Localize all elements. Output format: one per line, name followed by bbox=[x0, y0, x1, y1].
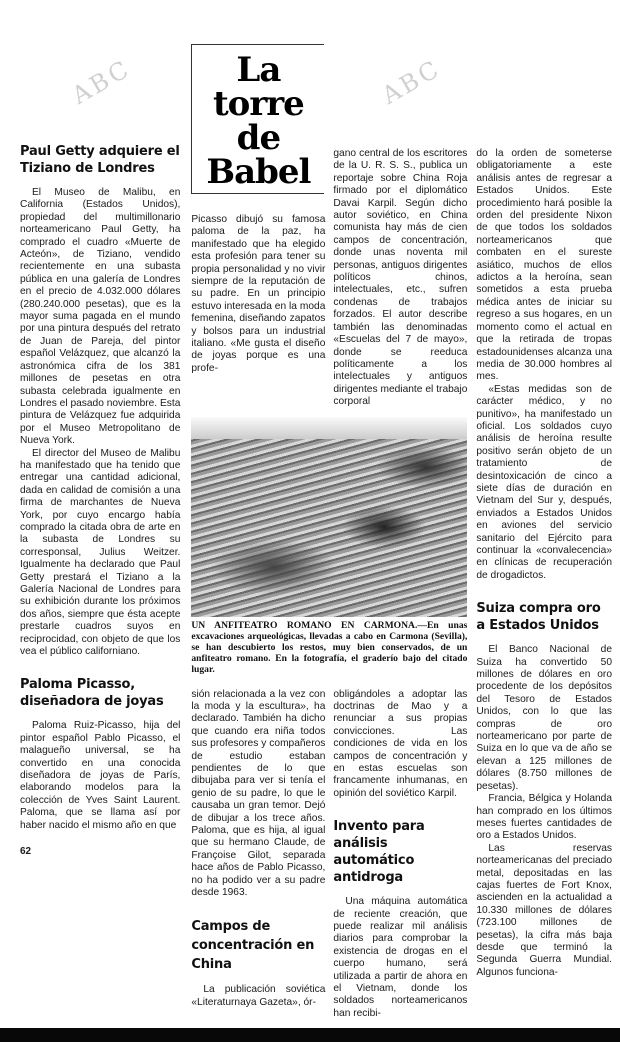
article-body-suiza bbox=[476, 644, 612, 979]
article-body-antidroga-cont bbox=[476, 148, 612, 582]
paragraph: El director del Museo de Malibu ha manifestado que ha tenido que entregar una cantidad adicional, dada en calidad de comisión a una firma de marchantes de Nueva York, por cuyo encargo había comprado la citada obra de arte en la subasta de Londres su corresponsal, Julius Weitzer. Igualmente ha declarado que Paul Getty prestará el Tiziano a la Galería Nacional de Londres para su exhibición durante los próximos dos años, siempre que ésta acepte prestarle cuadros suyos en reciprocidad, con objeto de que los vea el público californiano. bbox=[20, 447, 181, 658]
paragraph: Las reservas norteamericanas del preciado metal, depositadas en las cajas fuertes de Fort Knox, ascienden en la actualidad a 10.330 millones de dólares (723.100 millones de pesetas), la cifra más baja desde que terminó la Segunda Guerra Mundial. Algunos funciona- bbox=[476, 842, 612, 978]
column-3-bottom bbox=[333, 689, 467, 1021]
paragraph: do la orden de someterse obligatoriamente a este análisis antes de regresar a Estados Unidos. Este procedimiento hará posible la orden del presidente Nixon de que todos los soldados norteamericanos que combaten en el sureste asiático, muchos de ellos adictos a la heroína, sean sometidos a esta prueba médica antes de iniciar su regreso a sus hogares, en un momento como el actual en que la retirada de tropas estadounidenses alcanza una media de 30.000 hombres al mes. bbox=[476, 148, 612, 383]
article-heading-suiza: Suiza compra oro a Estados Unidos bbox=[476, 601, 601, 634]
article-body-china-cont bbox=[333, 148, 467, 409]
abc-watermark: ABC bbox=[377, 54, 446, 110]
section-title-line: Babel bbox=[206, 152, 311, 192]
amphitheater-photo bbox=[191, 417, 467, 617]
paragraph: Francia, Bélgica y Holanda han comprado en los últimos meses fuertes cantidades de oro a Estados Unidos. bbox=[476, 793, 612, 842]
section-title-line: La bbox=[236, 50, 281, 90]
article-heading-paloma: Paloma Picasso, diseñadora de joyas bbox=[20, 677, 164, 710]
paragraph: El Museo de Malibu, en California (Estados Unidos), propiedad del multimillonario norteamericano Paul Getty, ha comprado el cuadro «Muerte de Acteón», de Tiziano, vendido recientemente en una subasta pública en una galería de Londres en el precio de 4.032.000 dólares (280.240.000 pesetas), que es la mayor suma pagada en el mundo por una pintura después del retrato de Juan de Pareja, del pintor español Velázquez, que alcanzó la astronómica cifra de los 381 millones de pesetas en otra subasta celebrada igualmente en Londres el pasado noviembre. Esta pintura de Velázquez fue adquirida por el Museo Metropolitano de Nueva York. bbox=[20, 187, 181, 447]
paragraph: «Estas medidas son de carácter médico, y no punitivo», ha manifestado un oficial. Los soldados cuyo análisis de heroína resulte positivo serán objeto de un tratamiento de desintoxicación de cinco a siete días de duración en Vietnam del Sur y, después, enviados a Estados Unidos en aviones del servicio sanitario del Ejército para continuar la «convalecencia» en clínicas de recuperación de drogadictos. bbox=[476, 383, 612, 581]
bottom-bar bbox=[0, 1028, 620, 1042]
article-body-china bbox=[191, 984, 325, 1009]
column-2-top bbox=[191, 0, 325, 375]
photo-caption: UN ANFITEATRO ROMANO EN CARMONA.—En unas excavaciones arqueológicas, llevadas a cabo en Carmona (Sevilla), se han descubierto los restos, muy bien conservados, de un anfiteatro romano. En la fotografía, el graderío bajo del citado lugar. bbox=[191, 619, 468, 675]
article-heading-getty: Paul Getty adquiere el Tiziano de Londres bbox=[20, 144, 180, 176]
paragraph: obligándoles a adoptar las doctrinas de Mao y a renunciar a sus propias convicciones. Las condiciones de vida en los campos de concentración y en estas escuelas son francamente inhumanas, en opinión del soviético Karpil. bbox=[333, 688, 468, 799]
section-title-line: de bbox=[236, 118, 281, 158]
section-title-line: torre bbox=[212, 84, 304, 124]
article-body-paloma-cont2 bbox=[191, 689, 325, 900]
article-body-antidroga bbox=[333, 896, 467, 1020]
paragraph: Picasso dibujó su famosa paloma de la paz, ha manifestado que ha elegido esta profesión para tener su propia personalidad y no vivir siempre de la reputación de su padre. En un principio estuvo interesada en la moda femenina, diseñando zapatos y bolsos para un industrial italiano. «Me gusta el diseño de joyas porque es una profe- bbox=[191, 214, 326, 374]
article-heading-antidroga: Invento para análisis automático antidroga bbox=[333, 819, 425, 886]
article-body-getty bbox=[20, 187, 180, 658]
article-body-paloma-cont bbox=[191, 214, 325, 375]
paragraph: sión relacionada a la vez con la moda y la escultura», ha declarado. También ha dicho que cuando era niña todos sus profesores y compañeros de estudio estaban pendientes de lo que dibujaba para ver si tenía el genio de su padre, lo que le causaba un gran temor. Dejó de dibujar a los trece años. Paloma, que es hija, al igual que su hermano Claude, de Françoise Gilot, separada hace años de Pablo Picasso, no ha podido ver a su padre desde 1963. bbox=[191, 688, 326, 899]
section-title-box bbox=[191, 44, 324, 194]
column-4 bbox=[476, 0, 612, 979]
page-number: 62 bbox=[20, 846, 32, 858]
article-body-china-cont2 bbox=[333, 689, 467, 801]
column-3-top bbox=[333, 0, 467, 409]
paragraph: Paloma Ruiz-Picasso, hija del pintor español Pablo Picasso, el malagueño universal, se ha convertido en una conocida diseñadora de joyas de París, elaborando modelos para la colección de Yves Saint Laurent. Paloma, que se llama así por haber nacido el mismo año en que bbox=[20, 720, 181, 831]
article-heading-china: Campos de concentración en China bbox=[191, 919, 315, 973]
paragraph: Una máquina automática de reciente creación, que puede realizar mil análisis diarios para comprobar la existencia de drogas en el cuerpo humano, será utilizada a partir de ahora en el Vietnam, donde los soldados norteamericanos han recibi- bbox=[333, 896, 468, 1019]
article-body-paloma bbox=[20, 720, 180, 832]
abc-watermark: ABC bbox=[67, 54, 136, 110]
paragraph: El Banco Nacional de Suiza ha convertido 50 millones de dólares en oro procedente de los depósitos del Tesoro de Estados Unidos, con lo que las compras de oro norteamericano por parte de Suiza en lo que va de año se elevan a 125 millones de dólares (8.750 millones de pesetas). bbox=[476, 644, 612, 792]
paragraph: gano central de los escritores de la U. R. S. S., publica un reportaje sobre China Roja firmado por el diplomático Davai Karpil. Según dicho autor soviético, en China comunista hay más de cien campos de concentración, donde unas noventa mil personas, antiguos dirigentes políticos chinos, intelectuales, etc., sufren condenas de trabajos forzados. El autor describe también las denominadas «Escuelas del 7 de mayo», donde se reeduca políticamente a los intelectuales y antiguos dirigentes mediante el trabajo corporal bbox=[333, 148, 468, 408]
paragraph: La publicación soviética «Literaturnaya Gazeta», ór- bbox=[191, 984, 326, 1008]
middle-columns bbox=[191, 0, 467, 1020]
column-1 bbox=[20, 0, 180, 857]
column-2-bottom bbox=[191, 689, 325, 1010]
